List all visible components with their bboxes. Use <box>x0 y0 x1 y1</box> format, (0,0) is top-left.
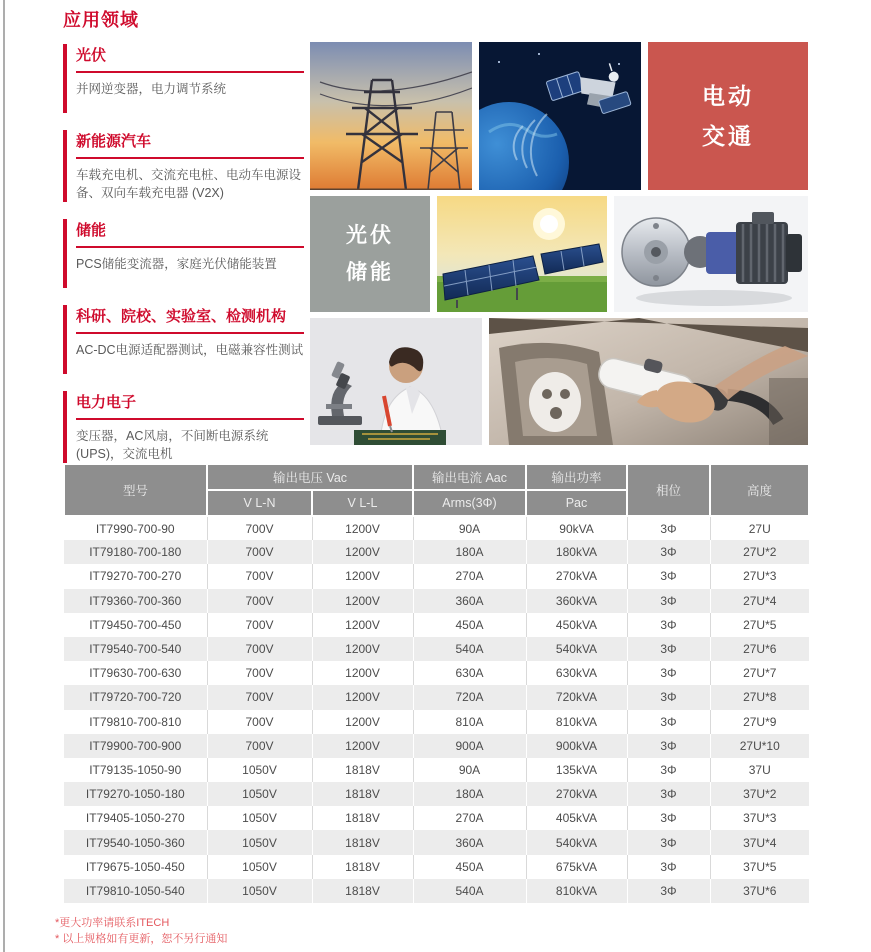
table-cell: 630A <box>413 661 526 685</box>
table-row <box>64 782 809 806</box>
table-cell: 27U*10 <box>710 734 809 758</box>
table-cell: 675kVA <box>526 855 627 879</box>
table-cell: IT79405-1050-270 <box>85 811 185 826</box>
table-cell: 1200V <box>312 613 413 637</box>
table-cell: 1818V <box>312 830 413 854</box>
table-cell: IT79810-700-810 <box>89 714 182 729</box>
app-section-title: 新能源汽车 <box>76 130 304 159</box>
table-cell: 700V <box>207 613 312 637</box>
table-cell: 1050V <box>207 830 312 854</box>
table-cell: 1050V <box>207 806 312 830</box>
table-cell: 180A <box>413 540 526 564</box>
table-row <box>64 613 809 637</box>
table-cell: 27U*3 <box>710 564 809 588</box>
table-cell: 3Φ <box>627 734 710 758</box>
table-cell: 3Φ <box>627 782 710 806</box>
tile-pv-storage-label <box>310 196 430 312</box>
table-cell: 3Φ <box>627 637 710 661</box>
table-cell: 27U*9 <box>710 710 809 734</box>
footnote-contact: *更大功率请联系ITECH <box>55 917 170 929</box>
table-cell: 700V <box>207 661 312 685</box>
table-cell: 37U*5 <box>710 855 809 879</box>
table-cell: 700V <box>207 637 312 661</box>
ev-transport-label-line1: 电动 <box>702 83 754 109</box>
table-cell: 720A <box>413 685 526 709</box>
table-cell: IT79540-700-540 <box>64 637 207 661</box>
app-section-desc: 车载充电机、交流充电桩、电动车电源设备、双向车载充电器 (V2X) <box>76 168 302 200</box>
tile-ev-transport-label <box>648 42 808 190</box>
table-cell: 3Φ <box>627 879 710 903</box>
pv-storage-label-line1: 光伏 <box>346 224 394 247</box>
table-cell: 1818V <box>312 879 413 903</box>
table-cell: 1200V <box>312 637 413 661</box>
table-cell: 630kVA <box>526 661 627 685</box>
table-cell: 700V <box>207 540 312 564</box>
application-list <box>63 44 304 480</box>
table-row <box>64 758 809 782</box>
table-cell: 270kVA <box>526 782 627 806</box>
power-towers-image <box>310 42 472 190</box>
table-cell: 1050V <box>207 758 312 782</box>
table-cell: 1200V <box>312 685 413 709</box>
table-cell: 3Φ <box>627 830 710 854</box>
solar-panels-image <box>437 196 607 312</box>
col-subheader-arms: Arms(3Φ) <box>413 490 526 516</box>
satellite-image <box>479 42 641 190</box>
table-cell: 700V <box>207 710 312 734</box>
col-header-height: 高度 <box>710 464 809 516</box>
table-cell: IT79270-700-270 <box>89 569 182 584</box>
table-cell: 37U*2 <box>710 782 809 806</box>
table-cell: 90kVA <box>526 516 627 540</box>
footnote-disclaimer: * 以上规格如有更新，恕不另行通知 <box>55 933 228 945</box>
app-section-energy-storage <box>63 219 304 288</box>
photo-power-transmission-towers <box>310 42 472 190</box>
table-cell: 1200V <box>312 734 413 758</box>
page-title: 应用领域 <box>63 10 139 30</box>
table-cell: 700V <box>207 516 312 540</box>
table-row <box>64 589 809 613</box>
table-cell: IT79720-700-720 <box>64 685 207 709</box>
table-cell: 450kVA <box>526 613 627 637</box>
table-cell: IT79630-700-630 <box>89 666 182 681</box>
table-cell: 3Φ <box>627 540 710 564</box>
table-cell: 27U*8 <box>710 685 809 709</box>
table-cell: 37U*4 <box>710 830 809 854</box>
table-cell: 3Φ <box>627 516 710 540</box>
table-row <box>64 516 809 540</box>
table-cell: 27U*5 <box>710 613 809 637</box>
app-section-title: 光伏 <box>76 44 304 73</box>
table-cell: 27U <box>710 516 809 540</box>
table-cell: 135kVA <box>526 758 627 782</box>
spec-table <box>63 463 810 903</box>
col-subheader-vll: V L-L <box>312 490 413 516</box>
table-cell: IT79360-700-360 <box>64 589 207 613</box>
table-cell: 360A <box>413 589 526 613</box>
table-cell: 810A <box>413 710 526 734</box>
table-cell: 3Φ <box>627 589 710 613</box>
table-cell: 1200V <box>312 564 413 588</box>
table-cell: 1200V <box>312 589 413 613</box>
table-cell: 37U*3 <box>710 806 809 830</box>
photo-satellite-over-earth <box>479 42 641 190</box>
table-cell: 37U <box>710 758 809 782</box>
table-cell: 27U*7 <box>710 661 809 685</box>
app-section-title: 科研、院校、实验室、检测机构 <box>76 305 304 334</box>
col-header-model: 型号 <box>64 464 207 516</box>
footnotes <box>55 915 227 947</box>
table-cell: 540kVA <box>526 830 627 854</box>
col-header-phase: 相位 <box>627 464 710 516</box>
table-row <box>64 855 809 879</box>
table-cell: 450A <box>413 613 526 637</box>
table-cell: 450A <box>413 855 526 879</box>
table-cell: 1050V <box>207 782 312 806</box>
table-cell: 3Φ <box>627 710 710 734</box>
table-cell: 37U*6 <box>710 879 809 903</box>
table-cell: 3Φ <box>627 855 710 879</box>
table-cell: 810kVA <box>526 879 627 903</box>
table-cell: 540A <box>413 879 526 903</box>
col-header-output-voltage: 输出电压 Vac <box>207 464 413 490</box>
col-header-output-current: 输出电流 Aac <box>413 464 526 490</box>
table-row <box>64 540 809 564</box>
photo-ev-charging-plug <box>489 318 808 445</box>
page-edge-line <box>3 0 5 952</box>
ev-transport-label-line2: 交通 <box>702 123 754 149</box>
table-cell: 900A <box>413 734 526 758</box>
table-cell: 405kVA <box>526 806 627 830</box>
table-cell: IT79135-1050-90 <box>89 762 182 777</box>
table-cell: IT79540-1050-360 <box>64 830 207 854</box>
photo-electric-motor <box>614 196 808 312</box>
table-cell: 180kVA <box>526 540 627 564</box>
table-cell: IT79675-1050-450 <box>85 859 185 874</box>
col-subheader-vln: V L-N <box>207 490 312 516</box>
table-cell: 27U*6 <box>710 637 809 661</box>
app-section-research-labs <box>63 305 304 374</box>
table-cell: 900kVA <box>526 734 627 758</box>
app-section-desc: PCS储能变流器，家庭光伏储能装置 <box>76 257 277 271</box>
table-cell: 27U*4 <box>710 589 809 613</box>
table-cell: 1818V <box>312 758 413 782</box>
table-cell: 270A <box>413 806 526 830</box>
photo-laboratory-testing <box>310 318 482 445</box>
app-section-desc: AC-DC电源适配器测试，电磁兼容性测试 <box>76 343 304 357</box>
table-cell: IT79810-1050-540 <box>64 879 207 903</box>
photo-solar-panel-farm <box>437 196 607 312</box>
app-section-power-electronics <box>63 391 304 463</box>
table-row <box>64 879 809 903</box>
application-gallery <box>310 42 808 445</box>
table-cell: IT79180-700-180 <box>64 540 207 564</box>
table-row <box>64 710 809 734</box>
table-cell: 90A <box>413 516 526 540</box>
table-cell: 3Φ <box>627 564 710 588</box>
spec-table-body <box>64 516 809 903</box>
table-row <box>64 734 809 758</box>
table-cell: IT7990-700-90 <box>95 521 175 536</box>
table-cell: 1200V <box>312 710 413 734</box>
table-cell: 1818V <box>312 782 413 806</box>
table-cell: 700V <box>207 589 312 613</box>
table-cell: 1200V <box>312 540 413 564</box>
table-cell: 3Φ <box>627 613 710 637</box>
table-cell: 3Φ <box>627 685 710 709</box>
table-cell: 1200V <box>312 516 413 540</box>
app-section-desc: 并网逆变器，电力调节系统 <box>76 82 227 96</box>
electric-motor-image <box>614 196 808 312</box>
table-cell: 1050V <box>207 879 312 903</box>
table-cell: IT79450-700-450 <box>89 617 182 632</box>
table-cell: 720kVA <box>526 685 627 709</box>
pv-storage-label-line2: 储能 <box>346 261 394 284</box>
table-cell: 3Φ <box>627 661 710 685</box>
table-cell: 1818V <box>312 855 413 879</box>
table-cell: 1818V <box>312 806 413 830</box>
laboratory-image <box>310 318 482 445</box>
table-cell: 270kVA <box>526 564 627 588</box>
spec-table-header <box>64 464 809 516</box>
table-cell: IT79270-1050-180 <box>64 782 207 806</box>
app-section-title: 电力电子 <box>76 391 304 420</box>
table-row <box>64 564 809 588</box>
table-cell: 540A <box>413 637 526 661</box>
table-cell: 27U*2 <box>710 540 809 564</box>
table-cell: 3Φ <box>627 806 710 830</box>
table-cell: 360kVA <box>526 589 627 613</box>
table-cell: 1200V <box>312 661 413 685</box>
table-cell: IT79900-700-900 <box>64 734 207 758</box>
app-section-title: 储能 <box>76 219 304 248</box>
table-row <box>64 637 809 661</box>
table-row <box>64 661 809 685</box>
table-cell: 360A <box>413 830 526 854</box>
table-cell: 700V <box>207 685 312 709</box>
table-cell: 3Φ <box>627 758 710 782</box>
table-cell: 540kVA <box>526 637 627 661</box>
table-row <box>64 830 809 854</box>
app-section-new-energy-vehicle <box>63 130 304 202</box>
app-section-photovoltaic <box>63 44 304 113</box>
col-header-output-power: 输出功率 <box>526 464 627 490</box>
table-cell: 700V <box>207 734 312 758</box>
ev-charging-image <box>489 318 808 445</box>
col-subheader-pac: Pac <box>526 490 627 516</box>
table-row <box>64 806 809 830</box>
app-section-desc: 变压器，AC风扇，不间断电源系统 (UPS)，交流电机 <box>76 429 269 461</box>
table-cell: 810kVA <box>526 710 627 734</box>
table-row <box>64 685 809 709</box>
table-cell: 90A <box>413 758 526 782</box>
table-cell: 1050V <box>207 855 312 879</box>
table-cell: 700V <box>207 564 312 588</box>
table-cell: 180A <box>413 782 526 806</box>
table-cell: 270A <box>413 564 526 588</box>
